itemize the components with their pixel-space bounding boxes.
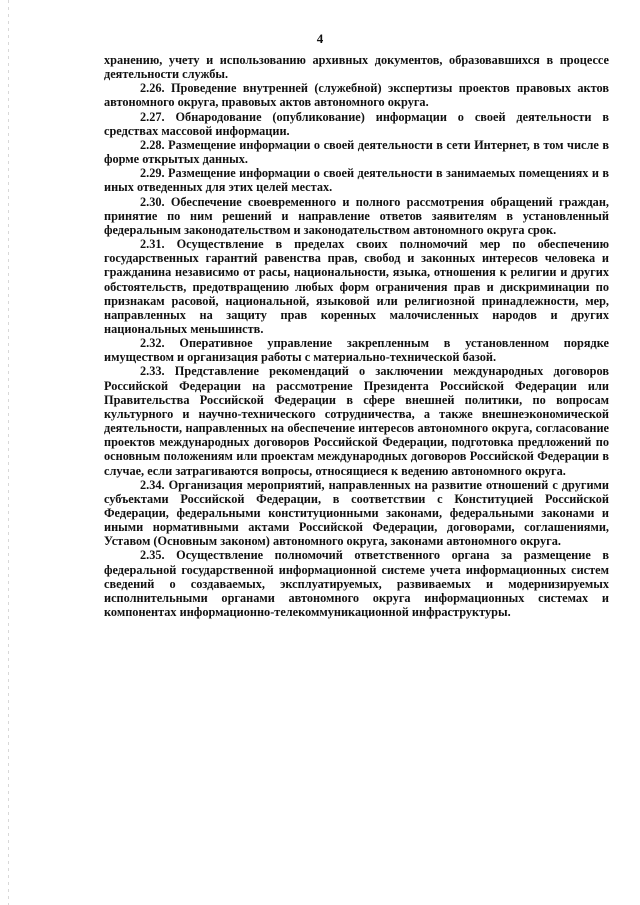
scan-margin-line	[8, 0, 9, 905]
document-body	[104, 53, 609, 619]
page-number: 4	[316, 31, 324, 46]
paragraph-2-35: 2.35. Осуществление полномочий ответственного органа за размещение в федеральной государственной информационной системе учета информационных систем сведений о создаваемых, эксплуатируемых, развиваемых и модернизируемых исполнительными органами автономного округа информационных системах и компонентах информационно-телекоммуникационной инфраструктуры.	[104, 548, 609, 620]
paragraph-2-27: 2.27. Обнародование (опубликование) информации о своей деятельности в средствах массовой информации.	[104, 109, 609, 138]
paragraph-2-32: 2.32. Оперативное управление закрепленным в установленном порядке имуществом и организация работы с материально-технической базой.	[104, 336, 609, 365]
paragraph-2-26: 2.26. Проведение внутренней (служебной) экспертизы проектов правовых актов автономного округа, правовых актов автономного округа.	[104, 81, 609, 110]
paragraph-2-33: 2.33. Представление рекомендаций о заключении международных договоров Российской Федерации на рассмотрение Президента Российской Федерации или Правительства Российской Федерации в сфере внешней политики, по вопросам культурного и научно-технического сотрудничества, а также внешнеэкономической деятельности, направленных на обеспечение интересов автономного округа, согласование проектов международных договоров Российской Федерации, подготовка предложений по основным положениям или проектам международных договоров Российской Федерации в случае, если затрагиваются вопросы, относящиеся к ведению автономного округа.	[104, 364, 609, 478]
paragraph-2-31: 2.31. Осуществление в пределах своих полномочий мер по обеспечению государственных гарантий равенства прав, свобод и законных интересов человека и гражданина независимо от расы, национальности, языка, отношения к религии и других обстоятельств, предотвращению любых форм ограничения прав и дискриминации по признакам расовой, национальной, языковой или религиозной принадлежности, мер, направленных на защиту прав коренных малочисленных народов и других национальных меньшинств.	[104, 237, 609, 336]
paragraph-continuation: хранению, учету и использованию архивных документов, образовавшихся в процессе деятельности службы.	[104, 53, 609, 82]
paragraph-2-34: 2.34. Организация мероприятий, направленных на развитие отношений с другими субъектами Российской Федерации, в соответствии с Конституцией Российской Федерации, федеральными конституционными законами, федеральными законами и иными нормативными актами Российской Федерации, договорами, соглашениями, Уставом (Основным законом) автономного округа, законами автономного округа.	[104, 477, 609, 549]
paragraph-2-28: 2.28. Размещение информации о своей деятельности в сети Интернет, в том числе в форме открытых данных.	[104, 137, 609, 167]
paragraph-2-29: 2.29. Размещение информации о своей деятельности в занимаемых помещениях и в иных отведенных для этих целей местах.	[104, 166, 609, 195]
paragraph-2-30: 2.30. Обеспечение своевременного и полного рассмотрения обращений граждан, принятие по ним решений и направление ответов заявителям в установленный федеральным законодательством и законодательством автономного округа срок.	[104, 194, 609, 237]
